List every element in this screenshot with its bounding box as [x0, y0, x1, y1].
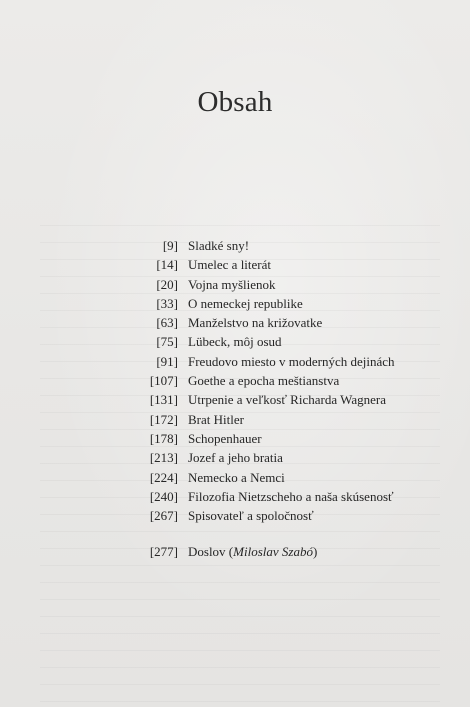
toc-entry-title: Schopenhauer	[188, 430, 262, 446]
page-title: Obsah	[197, 86, 273, 118]
toc-entry-title: Sladké sny!	[188, 238, 250, 253]
toc-entry	[0, 294, 470, 313]
toc-entry-title: Brat Hitler	[188, 411, 244, 427]
toc-entry-title: Nemecko a Nemci	[188, 469, 285, 485]
toc-page-number: [14]	[156, 257, 178, 273]
toc-entry	[0, 390, 470, 409]
toc-entry	[0, 487, 470, 506]
toc-entry	[0, 332, 470, 351]
toc-page-number: [91]	[156, 353, 178, 369]
toc-entry-title: Freudovo miesto v moderných dejinách	[188, 353, 395, 369]
toc-entry	[0, 236, 470, 255]
afterword-author: Miloslav Szabó	[233, 544, 313, 560]
toc-entry	[0, 448, 470, 467]
afterword-title-prefix: Doslov (	[188, 544, 234, 560]
toc-page-number: [178]	[149, 430, 178, 446]
toc-page-number: [172]	[149, 411, 178, 427]
toc-entry	[0, 506, 470, 525]
toc-page-number: [20]	[156, 276, 178, 292]
toc-page-number: [63]	[156, 315, 178, 331]
toc-page-number: [131]	[149, 392, 178, 408]
toc-entry-title: Umelec a literát	[188, 257, 272, 273]
toc-entry	[0, 352, 470, 371]
toc-page-number: [213]	[149, 450, 178, 466]
toc-entry-title: Lübeck, môj osud	[188, 334, 282, 350]
toc-page-number: [9]	[162, 238, 178, 253]
toc-page-number: [107]	[149, 373, 178, 389]
toc-entry	[0, 429, 470, 448]
toc-entry-title	[188, 542, 317, 561]
toc-entry-title: Utrpenie a veľkosť Richarda Wagnera	[188, 392, 386, 408]
toc-entry	[0, 410, 470, 429]
toc-page-number: [240]	[149, 488, 178, 504]
toc-entry	[0, 313, 470, 332]
toc-page-number: [267]	[149, 508, 178, 524]
toc-entry-afterword	[0, 542, 470, 561]
toc-page-number: [75]	[156, 334, 178, 350]
toc-entry-title: Vojna myšlienok	[188, 276, 276, 292]
toc-page-number: [224]	[149, 469, 178, 485]
table-of-contents	[0, 236, 470, 562]
afterword-title-suffix: )	[312, 544, 318, 560]
toc-entry-title: Goethe a epocha meštianstva	[188, 373, 340, 389]
toc-entry	[0, 255, 470, 274]
toc-entry	[0, 275, 470, 294]
toc-entry-title: O nemeckej republike	[188, 295, 303, 311]
toc-entry-title: Filozofia Nietzscheho a naša skúsenosť	[188, 488, 394, 504]
toc-entry-title: Spisovateľ a spoločnosť	[188, 508, 314, 524]
toc-entry	[0, 371, 470, 390]
toc-entry-title: Manželstvo na križovatke	[188, 315, 323, 331]
toc-page-number: [33]	[156, 295, 178, 311]
toc-entry-title: Jozef a jeho bratia	[188, 450, 283, 466]
toc-entry	[0, 468, 470, 487]
toc-page-number: [277]	[149, 544, 178, 560]
